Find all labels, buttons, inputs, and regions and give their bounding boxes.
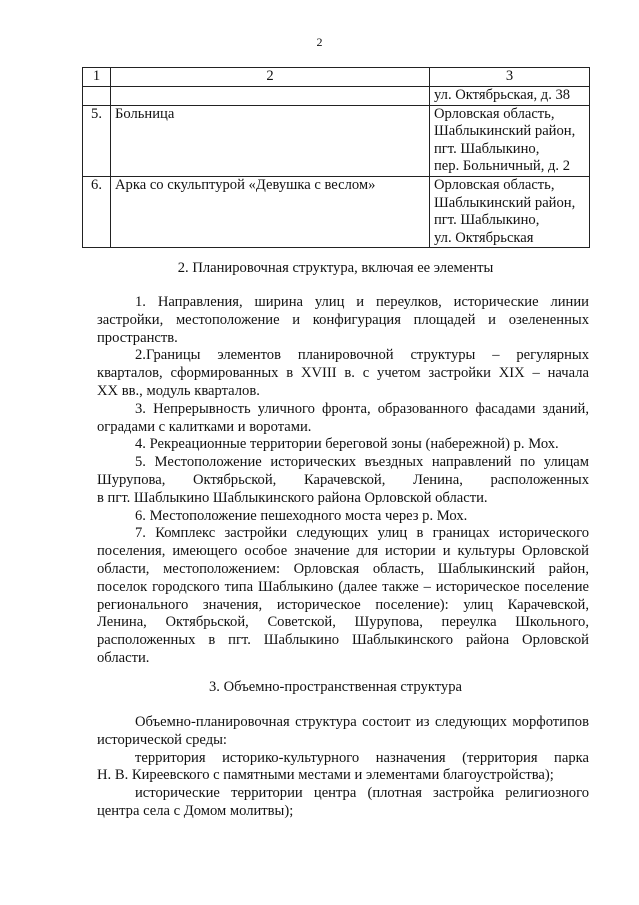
object-address bbox=[430, 176, 590, 247]
paragraph-line: центра села с Домом молитвы); bbox=[97, 802, 294, 819]
paragraph-line: 4. Рекреационные территории береговой зоны (набережной) р. Мох. bbox=[135, 436, 559, 453]
paragraph-line: XX вв., модуль кварталов. bbox=[97, 382, 260, 399]
paragraph-line: в пгт. Шаблыкино Шаблыкинского района Орловской области. bbox=[97, 489, 488, 506]
paragraph-line: территория историко-культурного назначения (территория парка bbox=[135, 749, 589, 766]
paragraph-line: Объемно-планировочная структура состоит из следующих морфотипов bbox=[135, 714, 589, 730]
table-row bbox=[83, 87, 590, 106]
section-2-body bbox=[97, 294, 589, 668]
paragraph-line: 6. Местоположение пешеходного моста через р. Мох. bbox=[135, 507, 468, 524]
address-line: пгт. Шаблыкино, bbox=[434, 140, 540, 157]
paragraph-line: Ленина, Октябрьской, Советской, Шурупова, переулка Школьного, bbox=[97, 614, 589, 631]
paragraph-line: 5. Местоположение исторических въездных направлений по улицам bbox=[135, 454, 589, 471]
table-header-cell: 3 bbox=[430, 68, 590, 87]
paragraph-line: исторической среды: bbox=[97, 731, 227, 748]
paragraph-line: области, местоположением: Орловская область, Шаблыкинский район, bbox=[97, 560, 589, 577]
paragraph-line: Н. В. Киреевского с памятными местами и элементами благоустройства); bbox=[97, 767, 554, 784]
paragraph-line: Шурупова, Октябрьской, Карачевской, Ленина, расположенных bbox=[97, 471, 589, 488]
row-number: 6. bbox=[83, 176, 111, 247]
paragraph-line: области. bbox=[97, 649, 150, 666]
object-address bbox=[430, 105, 590, 176]
address-line: Шаблыкинский район, bbox=[434, 194, 576, 211]
address-line: пер. Больничный, д. 2 bbox=[434, 158, 571, 175]
paragraph-line: регионального значения, историческое поселение): улиц Карачевской, bbox=[97, 596, 589, 613]
table-row bbox=[83, 105, 590, 176]
section-2-title: 2. Планировочная структура, включая ее элементы bbox=[177, 260, 494, 276]
paragraph-line: кварталов, сформированных в XVIII в. с учетом застройки XIX – начала bbox=[97, 365, 589, 382]
page-number: 2 bbox=[316, 35, 323, 49]
address-continuation: ул. Октябрьская, д. 38 bbox=[430, 87, 590, 106]
paragraph-line: 1. Направления, ширина улиц и переулков, исторические линии bbox=[135, 294, 589, 310]
table-header-row bbox=[83, 68, 590, 87]
object-name: Больница bbox=[111, 105, 430, 176]
paragraph-line: 3. Непрерывность уличного фронта, образованного фасадами зданий, bbox=[135, 400, 589, 417]
object-name: Арка со скульптурой «Девушка с веслом» bbox=[111, 176, 430, 247]
section-3-title: 3. Объемно-пространственная структура bbox=[209, 679, 462, 695]
address-line: Орловская область, bbox=[434, 105, 555, 122]
objects-table bbox=[82, 67, 590, 248]
paragraph-line: 2.Границы элементов планировочной структуры – регулярных bbox=[135, 347, 589, 364]
table-row bbox=[83, 176, 590, 247]
address-line: ул. Октябрьская bbox=[434, 229, 534, 246]
row-number: 5. bbox=[83, 105, 111, 176]
paragraph-line: оградами с калитками и воротами. bbox=[97, 418, 312, 435]
address-line: Орловская область, bbox=[434, 176, 555, 193]
paragraph-line: поселок городского типа Шаблыкино (далее также – историческое поселение bbox=[97, 578, 589, 595]
paragraph-line: 7. Комплекс застройки следующих улиц в границах исторического bbox=[135, 525, 589, 542]
paragraph-line: расположенных в пгт. Шаблыкино Шаблыкинского района Орловской bbox=[97, 632, 589, 649]
paragraph-line: поселения, имеющего особое значение для истории и культуры Орловской bbox=[97, 543, 589, 560]
paragraph-line: пространств. bbox=[97, 329, 178, 346]
table-header-cell: 1 bbox=[83, 68, 111, 87]
address-line: пгт. Шаблыкино, bbox=[434, 212, 540, 229]
section-3-body bbox=[97, 714, 589, 821]
address-line: Шаблыкинский район, bbox=[434, 123, 576, 140]
paragraph-line: застройки, местоположение и конфигурация площадей и озелененных bbox=[97, 311, 589, 328]
table-header-cell: 2 bbox=[111, 68, 430, 87]
paragraph-line: исторические территории центра (плотная застройка религиозного bbox=[135, 785, 589, 802]
